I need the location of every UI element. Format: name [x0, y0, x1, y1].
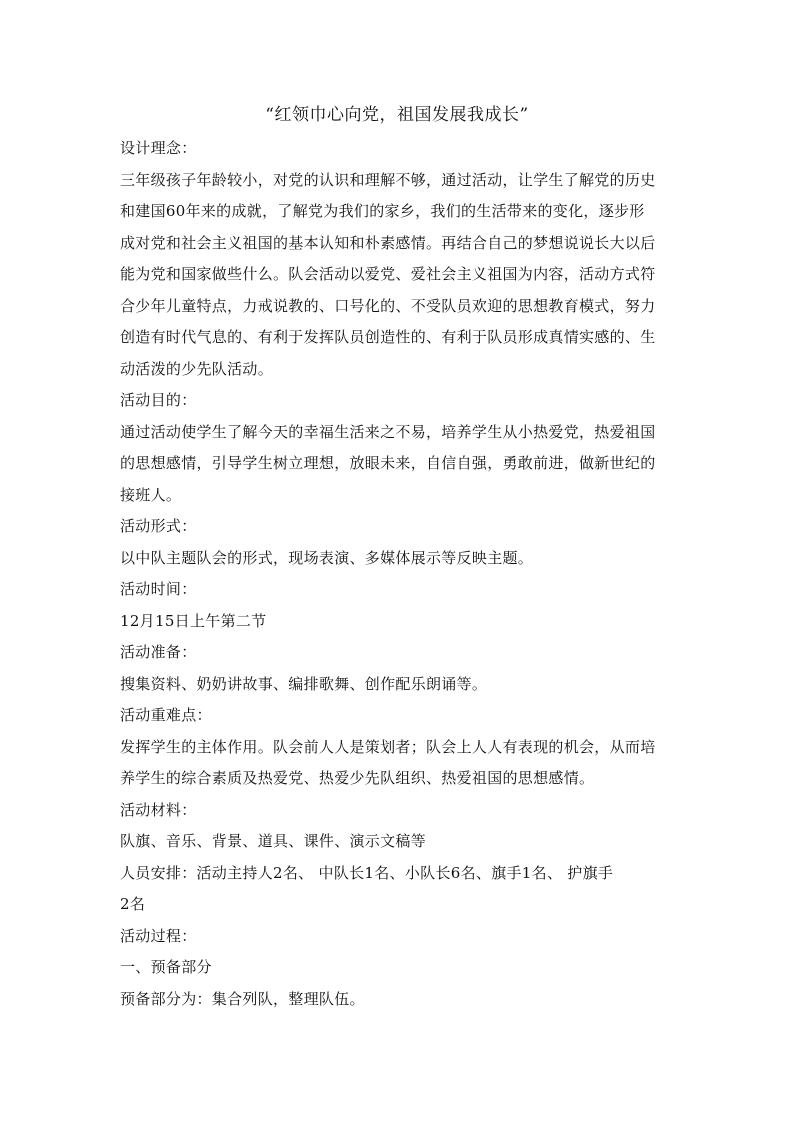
section-heading-process: 活动过程：: [120, 926, 197, 945]
paragraph-line: 2名: [120, 895, 146, 913]
paragraph-line: 一、预备部分: [120, 958, 212, 976]
paragraph-line: 搜集资料、奶奶讲故事、编排歌舞、创作配乐朗诵等。: [120, 674, 488, 693]
section-heading-purpose: 活动目的：: [120, 391, 197, 409]
paragraph-line: 三年级孩子年龄较小，对党的认识和理解不够，通过活动，让学生了解党的历史: [120, 170, 656, 189]
paragraph-line: 发挥学生的主体作用。队会前人人是策划者；队会上人人有表现的机会，从而培: [120, 737, 656, 756]
paragraph-line: 通过活动使学生了解今天的幸福生活来之不易，培养学生从小热爱党，热爱祖国: [120, 422, 656, 441]
section-heading-materials: 活动材料：: [120, 800, 197, 819]
paragraph-line: 成对党和社会主义祖国的基本认知和朴素感情。再结合自己的梦想说说长大以后: [120, 233, 656, 252]
paragraph-line: 12月15日上午第二节: [120, 611, 267, 630]
paragraph-line: 能为党和国家做些什么。队会活动以爱党、爱社会主义祖国为内容，活动方式符: [120, 265, 656, 283]
paragraph-line: 人员安排：活动主持人2名、 中队长1名、小队长6名、旗手1名、 护旗手: [120, 863, 614, 882]
paragraph-line: 养学生的综合素质及热爱党、热爱少先队组织、热爱祖国的思想感情。: [120, 769, 595, 787]
paragraph-line: 以中队主题队会的形式，现场表演、多媒体展示等反映主题。: [120, 548, 534, 567]
section-heading-time: 活动时间：: [120, 580, 197, 598]
paragraph-line: 动活泼的少先队活动。: [120, 359, 274, 378]
paragraph-line: 队旗、音乐、背景、道具、课件、演示文稿等: [120, 832, 427, 850]
paragraph-line: 的思想感情，引导学生树立理想，放眼未来，自信自强，勇敢前进，做新世纪的: [120, 454, 656, 472]
paragraph-line: 接班人。: [120, 485, 182, 504]
section-heading-form: 活动形式：: [120, 517, 197, 535]
paragraph-line: 合少年儿童特点，力戒说教的、口号化的、不受队员欢迎的思想教育模式，努力: [120, 296, 656, 315]
paragraph-line: 创造有时代气息的、有利于发挥队员创造性的、有利于队员形成真情实感的、生: [120, 328, 656, 346]
section-heading-key-points: 活动重难点：: [120, 706, 212, 724]
section-heading-design-concept: 设计理念：: [120, 139, 197, 157]
document-title: “红领巾心向党，祖国发展我成长”: [265, 105, 529, 125]
paragraph-line: 预备部分为：集合列队，整理队伍。: [120, 989, 365, 1008]
paragraph-line: 和建国60年来的成就，了解党为我们的家乡，我们的生活带来的变化，逐步形: [120, 202, 645, 220]
section-heading-preparation: 活动准备：: [120, 643, 197, 661]
